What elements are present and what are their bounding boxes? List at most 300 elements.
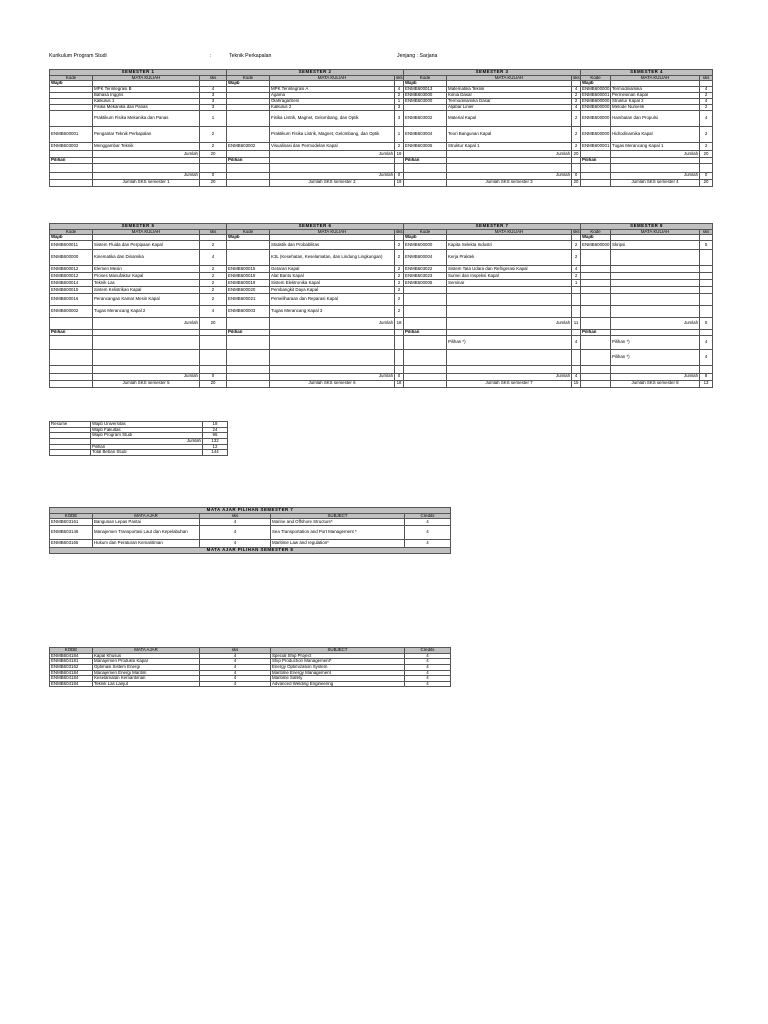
course-name: Alat Bantu Kapal bbox=[270, 272, 395, 279]
elective-placeholder-label: Pilihan *) bbox=[447, 335, 572, 349]
section-label: Wajib bbox=[404, 235, 447, 241]
course-code: ENMB600000 bbox=[581, 110, 611, 126]
course-code bbox=[404, 286, 447, 293]
blank-cell bbox=[700, 365, 713, 373]
course-sks: 2 bbox=[572, 110, 581, 126]
elective-subject: Maritime Safety bbox=[271, 676, 405, 682]
course-name: Permesinan Kapal bbox=[611, 92, 700, 98]
total-label: Jumlah bbox=[447, 373, 572, 380]
course-sks bbox=[572, 305, 581, 317]
total-value: 11 bbox=[572, 317, 581, 329]
elective-course: Teknik Las Lanjut bbox=[93, 681, 200, 687]
course-sks: 2 bbox=[200, 286, 227, 293]
blank-cell bbox=[581, 150, 611, 157]
course-code: ENMB600003 bbox=[227, 305, 270, 317]
blank-cell bbox=[50, 179, 93, 186]
course-code: ENMB600000 bbox=[582, 86, 610, 92]
course-code: ENMB600019 bbox=[227, 279, 270, 286]
course-sks: 2 bbox=[395, 265, 404, 272]
total-value: 20 bbox=[700, 150, 713, 157]
course-name: Matematika Teknik bbox=[447, 86, 572, 92]
course-name: Sistem Kelistrikan Kapal bbox=[93, 286, 200, 293]
course-code: ENMB600016 bbox=[50, 293, 93, 305]
blank-cell bbox=[572, 365, 581, 373]
elective-credits: 4 bbox=[405, 519, 451, 526]
blank-cell bbox=[447, 365, 572, 373]
blank-cell bbox=[581, 380, 611, 387]
elective-code: ENMB603162 bbox=[50, 664, 93, 670]
elective-placeholder-sks: 4 bbox=[700, 335, 713, 349]
section-label: Pilihan bbox=[50, 157, 93, 163]
course-code bbox=[227, 110, 270, 126]
resume-row-label: Pilihan bbox=[91, 444, 203, 450]
course-sks: 2 bbox=[395, 279, 404, 286]
blank-cell bbox=[50, 373, 93, 380]
course-name bbox=[611, 249, 700, 265]
course-sks: 2 bbox=[395, 286, 404, 293]
section-label: Pilihan bbox=[581, 329, 611, 335]
course-name: Termodinamika bbox=[611, 86, 700, 92]
curriculum-label: Kurikulum Program Studi bbox=[49, 53, 107, 59]
course-name: Tugas Merancang Kapal 3 bbox=[270, 305, 395, 317]
total-value: 20 bbox=[700, 179, 713, 186]
resume-row-value: 132 bbox=[203, 438, 228, 444]
blank-cell bbox=[270, 349, 395, 365]
course-code bbox=[227, 126, 270, 142]
course-sks: 2 bbox=[572, 142, 581, 150]
elective-code: ENMB603161 bbox=[50, 519, 93, 526]
blank-cell bbox=[404, 163, 447, 172]
degree-level: Jenjang : Sarjana bbox=[397, 53, 438, 59]
total-label: Jumlah bbox=[611, 373, 700, 380]
blank-cell bbox=[50, 172, 93, 179]
course-name: Bahasa Inggris bbox=[93, 92, 200, 98]
blank-cell bbox=[227, 317, 270, 329]
course-code: ENMB600013 bbox=[404, 86, 447, 92]
resume-row-label: Jumlah bbox=[91, 438, 203, 444]
blank-cell bbox=[50, 317, 93, 329]
column-header-sks: sks bbox=[396, 229, 403, 234]
blank-cell bbox=[227, 335, 270, 349]
section-label: Pilihan bbox=[227, 157, 270, 163]
total-value: 4 bbox=[572, 373, 581, 380]
elective-semester-8-table bbox=[49, 647, 451, 687]
course-code: ENMB600002 bbox=[50, 305, 93, 317]
course-sks: 2 bbox=[200, 272, 227, 279]
elective-subject: Maritime Law and regulation* bbox=[271, 540, 405, 548]
elective-sks: 4 bbox=[200, 676, 271, 682]
course-code bbox=[227, 249, 270, 265]
elective-sks: 4 bbox=[200, 681, 271, 687]
course-sks: 2 bbox=[395, 249, 404, 265]
course-code bbox=[404, 305, 447, 317]
course-code: ENMB600000 bbox=[404, 240, 447, 249]
course-code: ENMB603002 bbox=[404, 110, 447, 126]
course-code bbox=[581, 293, 611, 305]
blank-cell bbox=[50, 380, 93, 387]
total-label: Jumlah bbox=[270, 373, 395, 380]
course-sks bbox=[700, 305, 713, 317]
course-code: ENMB600000 bbox=[582, 98, 610, 104]
course-name: K3L (Kesehatan, Keselamatan, dan Lindung Lingkungan) bbox=[270, 249, 395, 265]
semester-heading: SEMESTER 5 bbox=[50, 224, 227, 230]
course-sks: 4 bbox=[700, 98, 713, 104]
course-name: Kalkulus 2 bbox=[270, 104, 395, 110]
section-label: Pilihan bbox=[581, 157, 611, 163]
course-name: Visualisasi dan Permodelan Kapal bbox=[270, 142, 395, 150]
course-code bbox=[581, 286, 611, 293]
course-sks: 4 bbox=[572, 265, 581, 272]
column-header-mata-kuliah: MATA KULIAH bbox=[270, 75, 395, 81]
course-name: Teori Bangunan Kapal bbox=[447, 126, 572, 142]
course-sks bbox=[700, 293, 713, 305]
total-value: 18 bbox=[395, 380, 404, 387]
elective-placeholder-sks: 4 bbox=[700, 349, 713, 365]
course-name: Sistem Fluida dan Perpipaan Kapal bbox=[93, 240, 200, 249]
resume-blank-cell bbox=[50, 450, 91, 456]
blank-cell bbox=[200, 349, 227, 365]
elective-placeholder-label: Pilihan *) bbox=[611, 349, 700, 365]
course-code: ENMB600001 bbox=[582, 92, 610, 98]
total-value: 18 bbox=[395, 317, 404, 329]
course-sks bbox=[572, 286, 581, 293]
course-name: Hidrodinamika Kapal bbox=[611, 126, 700, 142]
column-header-kode: Kode bbox=[50, 75, 93, 81]
total-label: Jumlah SKS semester 7 bbox=[447, 380, 572, 387]
course-sks: 1 bbox=[572, 279, 581, 286]
elective-credits: 4 bbox=[405, 540, 451, 548]
course-code: ENMB600019 bbox=[227, 272, 270, 279]
elective-sks: 4 bbox=[200, 664, 271, 670]
blank-cell bbox=[227, 380, 270, 387]
total-value: 15 bbox=[572, 380, 581, 387]
course-name: Survei dan Inspeksi Kapal bbox=[447, 272, 572, 279]
course-name: Struktur Kapal 2 bbox=[611, 98, 700, 104]
course-name: Menggambar Teknik bbox=[93, 142, 200, 150]
blank-cell bbox=[611, 163, 700, 172]
blank-cell bbox=[200, 335, 227, 349]
blank-cell bbox=[395, 163, 404, 172]
course-sks: 2 bbox=[200, 240, 227, 249]
course-name: Kinematika dan Dinamika bbox=[93, 249, 200, 265]
column-header-kode: Kode bbox=[227, 229, 270, 235]
course-name bbox=[447, 293, 572, 305]
resume-row-value: 96 bbox=[203, 433, 228, 439]
column-header-sks: sks bbox=[573, 75, 580, 80]
total-label: Jumlah bbox=[611, 172, 700, 179]
course-name: Praktikum Fisika Mekanika dan Panas bbox=[93, 110, 200, 126]
section-label: Wajib bbox=[581, 81, 611, 87]
elective-credits: 4 bbox=[405, 681, 451, 687]
elective-code: ENMB603146 bbox=[50, 526, 93, 540]
blank-cell bbox=[395, 365, 404, 373]
course-name: Termodinamika Dasar bbox=[447, 98, 572, 104]
course-sks: 3 bbox=[200, 92, 227, 98]
total-label: Jumlah SKS semester 5 bbox=[93, 380, 200, 387]
blank-cell bbox=[404, 317, 447, 329]
blank-cell bbox=[572, 163, 581, 172]
column-header-kode: Kode bbox=[404, 75, 447, 81]
blank-cell bbox=[447, 349, 572, 365]
course-sks: 2 bbox=[700, 92, 713, 98]
blank-cell bbox=[404, 335, 447, 349]
blank-cell bbox=[404, 150, 447, 157]
total-value: 20 bbox=[200, 380, 227, 387]
elective-8-header-kode: KODE bbox=[50, 648, 93, 654]
course-code: ENMB603004 bbox=[404, 126, 447, 142]
elective-subject: Sea Transportation and Port Management * bbox=[271, 526, 405, 540]
course-sks: 3 bbox=[395, 110, 404, 126]
total-label: Jumlah SKS semester 8 bbox=[611, 380, 700, 387]
course-code: ENMB603000 bbox=[404, 98, 447, 104]
course-code: ENMB603022 bbox=[404, 265, 447, 272]
blank-cell bbox=[227, 172, 270, 179]
blank-cell bbox=[93, 335, 200, 349]
course-code bbox=[404, 293, 447, 305]
column-header-mata-kuliah: MATA KULIAH bbox=[611, 229, 700, 235]
column-header-sks: sks bbox=[700, 229, 713, 235]
elective-credits: 4 bbox=[405, 659, 451, 665]
column-header-sks: sks bbox=[200, 75, 227, 81]
blank-cell bbox=[395, 335, 404, 349]
total-label: Jumlah bbox=[270, 150, 395, 157]
total-label: Jumlah SKS semester 4 bbox=[611, 179, 700, 186]
total-value: 19 bbox=[395, 150, 404, 157]
course-name bbox=[611, 305, 700, 317]
course-sks bbox=[700, 265, 713, 272]
total-label: Jumlah SKS semester 3 bbox=[447, 179, 572, 186]
elective-sks: 4 bbox=[200, 653, 271, 659]
course-code: ENMB600015 bbox=[50, 286, 93, 293]
blank-cell bbox=[611, 365, 700, 373]
course-name: Kerja Praktek bbox=[447, 249, 572, 265]
column-header-kode: Kode bbox=[581, 229, 611, 235]
course-code: ENMB603000 bbox=[404, 92, 447, 98]
column-header-sks: sks bbox=[700, 75, 713, 81]
blank-cell bbox=[270, 335, 395, 349]
blank-cell bbox=[227, 163, 270, 172]
resume-row-label: Wajib Program Studi bbox=[91, 433, 203, 439]
course-code bbox=[581, 249, 611, 265]
course-sks bbox=[700, 272, 713, 279]
elective-credits: 4 bbox=[405, 676, 451, 682]
blank-cell bbox=[227, 373, 270, 380]
semester-heading: SEMESTER 7 bbox=[404, 224, 581, 230]
elective-sks: 4 bbox=[200, 526, 271, 540]
elective-7-title: MATA AJAR PILIHAN SEMESTER 7 bbox=[50, 508, 451, 514]
resume-row-value: 144 bbox=[203, 450, 228, 456]
resume-row-value: 24 bbox=[203, 427, 228, 433]
course-sks: 2 bbox=[700, 126, 713, 142]
course-code: ENMB600000 bbox=[581, 240, 611, 249]
elective-placeholder-label: Pilihan *) bbox=[611, 335, 700, 349]
course-name: Perancangan Kamar Mesin Kapal bbox=[93, 293, 200, 305]
course-sks: 3 bbox=[395, 104, 404, 110]
blank-cell bbox=[581, 163, 611, 172]
section-label: Pilihan bbox=[404, 157, 447, 163]
elective-credits: 4 bbox=[405, 653, 451, 659]
elective-course: Manajemen Produksi Kapal bbox=[93, 659, 200, 665]
course-name: Aljabar Linier bbox=[447, 104, 572, 110]
blank-cell bbox=[447, 163, 572, 172]
course-sks: 4 bbox=[395, 86, 404, 92]
course-sks: 2 bbox=[200, 293, 227, 305]
course-name: Agama bbox=[270, 92, 395, 98]
course-name: Material Kapal bbox=[447, 110, 572, 126]
course-code: ENMB600011 bbox=[50, 240, 93, 249]
column-header-mata-kuliah: MATA KULIAH bbox=[611, 75, 700, 81]
course-sks: 3 bbox=[200, 98, 227, 104]
elective-placeholder-sks: 4 bbox=[572, 335, 581, 349]
resume-row-value: 12 bbox=[203, 444, 228, 450]
elective-7-header-sks: sks bbox=[200, 513, 271, 519]
total-value: 0 bbox=[395, 373, 404, 380]
blank-cell bbox=[404, 349, 447, 365]
blank-cell bbox=[581, 317, 611, 329]
elective-code: ENMB604181 bbox=[50, 659, 93, 665]
column-header-mata-kuliah: MATA KULIAH bbox=[447, 229, 572, 235]
semester-heading: SEMESTER 3 bbox=[404, 70, 581, 76]
total-label: Jumlah bbox=[611, 317, 700, 329]
blank-cell bbox=[404, 380, 447, 387]
course-sks: 2 bbox=[395, 272, 404, 279]
course-code: ENMB603023 bbox=[404, 272, 447, 279]
course-name: Pemeliharaan dan Reparasi Kapal bbox=[270, 293, 395, 305]
course-sks: 4 bbox=[700, 110, 713, 126]
blank-cell bbox=[700, 163, 713, 172]
course-sks: 2 bbox=[200, 265, 227, 272]
course-name: MPK Terintegrasi A bbox=[270, 86, 395, 92]
course-sks: 4 bbox=[200, 305, 227, 317]
total-value: 0 bbox=[700, 172, 713, 179]
course-code: ENMB600000 bbox=[582, 104, 610, 110]
course-name: Fisika Listrik, Magnet, Gelombang, dan Optik bbox=[270, 110, 395, 126]
total-label: Jumlah SKS semester 2 bbox=[270, 179, 395, 186]
column-header-sks: sks bbox=[396, 75, 403, 80]
column-header-sks: sks bbox=[573, 229, 580, 234]
course-name: Kapita Selekta Industri bbox=[447, 240, 572, 249]
course-code: ENMB600005 bbox=[404, 279, 447, 286]
resume-row-label: Total Beban Studi bbox=[91, 450, 203, 456]
blank-cell bbox=[93, 163, 200, 172]
blank-cell bbox=[93, 365, 200, 373]
total-label: Jumlah bbox=[270, 172, 395, 179]
course-sks bbox=[572, 293, 581, 305]
course-name: Kalkulus 1 bbox=[93, 98, 200, 104]
elective-code: ENMB604184 bbox=[50, 676, 93, 682]
course-sks: 2 bbox=[572, 98, 581, 104]
course-name: MPK Terintegrasi B bbox=[93, 86, 200, 92]
elective-7-header-credits: Credits bbox=[405, 513, 451, 519]
section-label: Wajib bbox=[227, 81, 270, 87]
course-sks: 2 bbox=[395, 293, 404, 305]
course-code: ENMB600004 bbox=[404, 249, 447, 265]
blank-cell bbox=[50, 365, 93, 373]
course-name: Fisika Mekanika dan Panas bbox=[93, 104, 200, 110]
course-code: ENMB600000 bbox=[581, 126, 611, 142]
course-name: Skripsi bbox=[611, 240, 700, 249]
course-name bbox=[447, 286, 572, 293]
blank-cell bbox=[395, 349, 404, 365]
course-name bbox=[447, 305, 572, 317]
course-code: ENMB600001 bbox=[50, 126, 93, 142]
elective-code: ENMB604184 bbox=[50, 670, 93, 676]
course-name: Praktikum Fisika Listrik, Magnet, Gelombang, dan Optik bbox=[270, 126, 395, 142]
total-value: 20 bbox=[200, 317, 227, 329]
column-header-kode: Kode bbox=[404, 229, 447, 235]
total-value: 20 bbox=[572, 179, 581, 186]
course-sks: 2 bbox=[395, 92, 404, 98]
blank-cell bbox=[50, 335, 93, 349]
elective-7-header-subject: SUBJECT bbox=[271, 513, 405, 519]
course-name: Seminar bbox=[447, 279, 572, 286]
blank-cell bbox=[50, 349, 93, 365]
blank-cell bbox=[200, 365, 227, 373]
elective-course: Bangunan Lepas Pantai bbox=[93, 519, 200, 526]
course-sks: 2 bbox=[200, 142, 227, 150]
elective-course: Manajemen Transportasi Laut dan Kepelabuhan bbox=[93, 526, 200, 540]
course-code: ENMB603002 bbox=[50, 142, 93, 150]
elective-7-header-mata-ajar: MATA AJAR bbox=[93, 513, 200, 519]
elective-subject: Energy Optimization System bbox=[271, 664, 405, 670]
course-name bbox=[611, 286, 700, 293]
semester-heading: SEMESTER 4 bbox=[581, 70, 713, 76]
course-code: ENMB603005 bbox=[404, 142, 447, 150]
course-name: Hambatan dan Propulsi bbox=[611, 110, 700, 126]
course-name: Sistem Elektronika Kapal bbox=[270, 279, 395, 286]
blank-cell bbox=[50, 150, 93, 157]
resume-label: Resume bbox=[50, 422, 91, 428]
elective-8-header-subject: SUBJECT bbox=[271, 648, 405, 654]
course-sks: 2 bbox=[572, 126, 581, 142]
elective-credits: 4 bbox=[405, 670, 451, 676]
course-name: Olahraga/Seni bbox=[270, 98, 395, 104]
total-label: Jumlah SKS semester 6 bbox=[270, 380, 395, 387]
course-sks: 2 bbox=[200, 279, 227, 286]
course-name: Tugas Merancang Kapal 2 bbox=[93, 305, 200, 317]
blank-cell bbox=[404, 179, 447, 186]
resume-row-label: Wajib Universitas bbox=[91, 422, 203, 428]
elective-subject: Special Ship Project bbox=[271, 653, 405, 659]
course-sks: 4 bbox=[572, 86, 581, 92]
column-header-mata-kuliah: MATA KULIAH bbox=[93, 229, 200, 235]
resume-row-label: Wajib Fakultas bbox=[91, 427, 203, 433]
total-value: 0 bbox=[200, 172, 227, 179]
blank-cell bbox=[581, 335, 611, 349]
section-label: Pilihan bbox=[50, 329, 93, 335]
semester-heading: SEMESTER 1 bbox=[50, 70, 227, 76]
column-header-mata-kuliah: MATA KULIAH bbox=[447, 75, 572, 81]
course-sks: 2 bbox=[572, 240, 581, 249]
total-label: Jumlah bbox=[611, 150, 700, 157]
blank-cell bbox=[581, 172, 611, 179]
elective-8-header-mata-ajar: MATA AJAR bbox=[93, 648, 200, 654]
blank-cell bbox=[200, 163, 227, 172]
section-label: Pilihan bbox=[227, 329, 270, 335]
elective-course: Keselamatan Kemaritiman bbox=[93, 676, 200, 682]
blank-cell bbox=[227, 349, 270, 365]
course-name: Metode Numerik bbox=[611, 104, 700, 110]
total-value: 5 bbox=[700, 317, 713, 329]
semester-1-4-table bbox=[49, 69, 713, 187]
blank-cell bbox=[270, 365, 395, 373]
course-sks: 1 bbox=[395, 98, 404, 104]
column-header-mata-kuliah: MATA KULIAH bbox=[93, 75, 200, 81]
course-sks: 4 bbox=[700, 86, 713, 92]
total-value: 19 bbox=[395, 179, 404, 186]
blank-cell bbox=[581, 179, 611, 186]
elective-course: Kapal Khusus bbox=[93, 653, 200, 659]
